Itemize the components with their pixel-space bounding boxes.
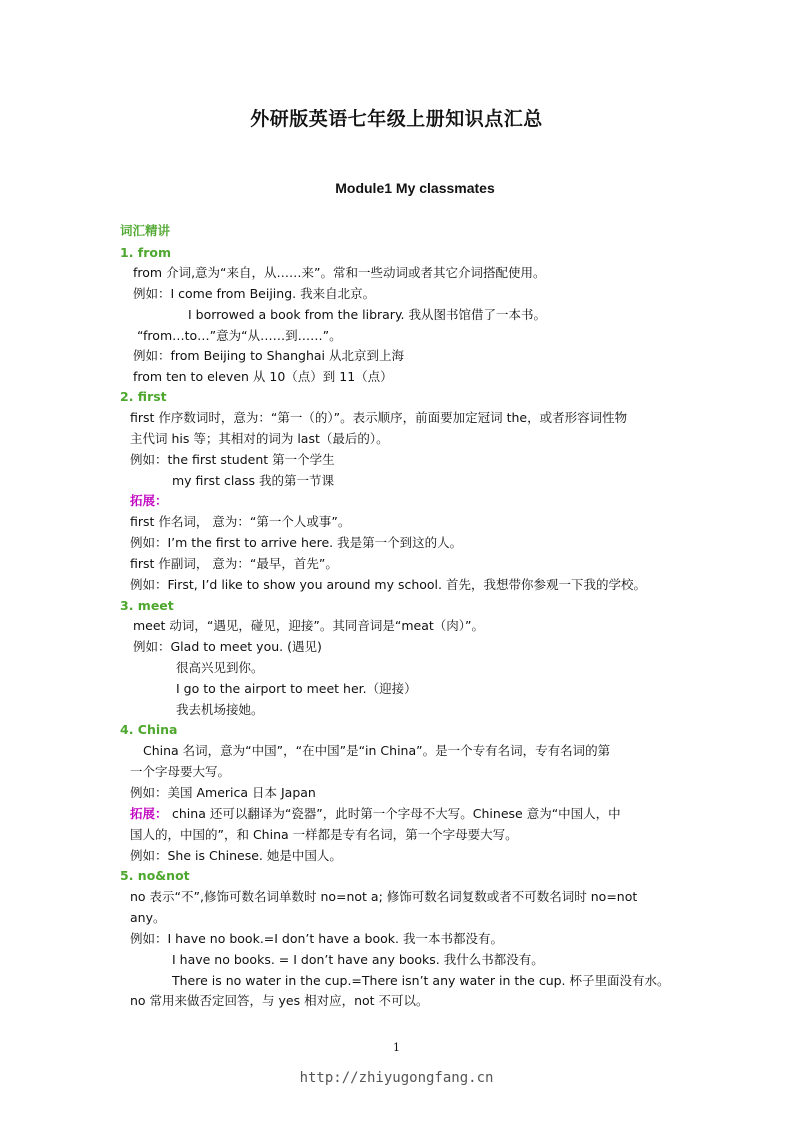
entry-text: no 常用来做否定回答，与 yes 相对应，not 不可以。	[130, 993, 429, 1008]
entry-text: my first class 我的第一节课	[172, 473, 334, 488]
entry-text: 例如：from Beijing to Shanghai 从北京到上海	[133, 348, 405, 363]
entry-text: first 作副词， 意为：“最早，首先”。	[130, 556, 338, 571]
entry-text: 例如：Glad to meet you. (遇见)	[133, 639, 322, 654]
page-number: 1	[393, 1041, 400, 1054]
entry-text: 一个字母要大写。	[130, 764, 231, 779]
module-title: Module1 My classmates	[335, 180, 495, 196]
entry-text: China 名词，意为“中国”，“在中国”是“in China”。是一个专有名词，专有名词的第	[143, 743, 611, 758]
entry-text: first 作名词， 意为：“第一个人或事”。	[130, 514, 351, 529]
entry-text: meet 动词，“遇见，碰见，迎接”。其同音词是“meat（肉）”。	[133, 618, 485, 633]
entry-text: 我去机场接她。	[176, 702, 264, 717]
section-title: 词汇精讲	[120, 223, 171, 238]
entry-text: from 介词,意为“来自，从……来”。常和一些动词或者其它介词搭配使用。	[133, 265, 546, 280]
entry-heading: 1. from	[120, 245, 172, 260]
entry-text: There is no water in the cup.=There isn’t any water in the cup. 杯子里面没有水。	[172, 973, 670, 988]
entry-text: no 表示“不”,修饰可数名词单数时 no=not a; 修饰可数名词复数或者不可数名词时 no=not	[130, 889, 638, 904]
entry-text: from ten to eleven 从 10（点）到 11（点）	[133, 369, 393, 384]
entry-text: 国人的，中国的”，和 China 一样都是专有名词，第一个字母要大写。	[130, 827, 518, 842]
entry-text: I borrowed a book from the library. 我从图书馆借了一本书。	[188, 307, 547, 322]
entry-text: 很高兴见到你。	[176, 660, 264, 675]
entry-text: 例如：美国 America 日本 Japan	[130, 785, 316, 800]
entry-text: “from…to…”意为“从……到……”。	[137, 328, 342, 343]
entry-text: first 作序数词时，意为：“第一（的）”。表示顺序，前面要加定冠词 the，或者形容词性物	[130, 410, 628, 425]
entry-text: 例如：I’m the first to arrive here. 我是第一个到这的人。	[130, 535, 463, 550]
entry-heading: 5. no&not	[120, 868, 190, 883]
entry-heading: 3. meet	[120, 598, 174, 613]
document-title: 外研版英语七年级上册知识点汇总	[250, 108, 543, 130]
entry-text: 主代词 his 等；其相对的词为 last（最后的）。	[130, 431, 389, 446]
entry-text: 例如：the first student 第一个学生	[130, 452, 335, 467]
entry-text: 例如：I have no book.=I don’t have a book. 我一本书都没有。	[130, 931, 503, 946]
extension-label: 拓展：	[130, 806, 168, 821]
watermark-url: http://zhiyugongfang.cn	[299, 1070, 494, 1086]
entry-text: 例如：She is Chinese. 她是中国人。	[130, 848, 342, 863]
entry-text: any。	[130, 910, 166, 925]
entry-heading: 4. China	[120, 722, 178, 737]
extension-label: 拓展：	[130, 493, 168, 508]
entry-heading: 2. first	[120, 389, 167, 404]
entry-text: china 还可以翻译为“瓷器”，此时第一个字母不大写。Chinese 意为“中国人，中	[172, 806, 621, 821]
entry-text: 例如：I come from Beijing. 我来自北京。	[133, 286, 376, 301]
entry-text: I go to the airport to meet her.（迎接）	[176, 681, 417, 696]
entry-text: I have no books. = I don’t have any books. 我什么书都没有。	[172, 952, 544, 967]
entry-text: 例如：First, I’d like to show you around my school. 首先，我想带你参观一下我的学校。	[130, 577, 646, 592]
